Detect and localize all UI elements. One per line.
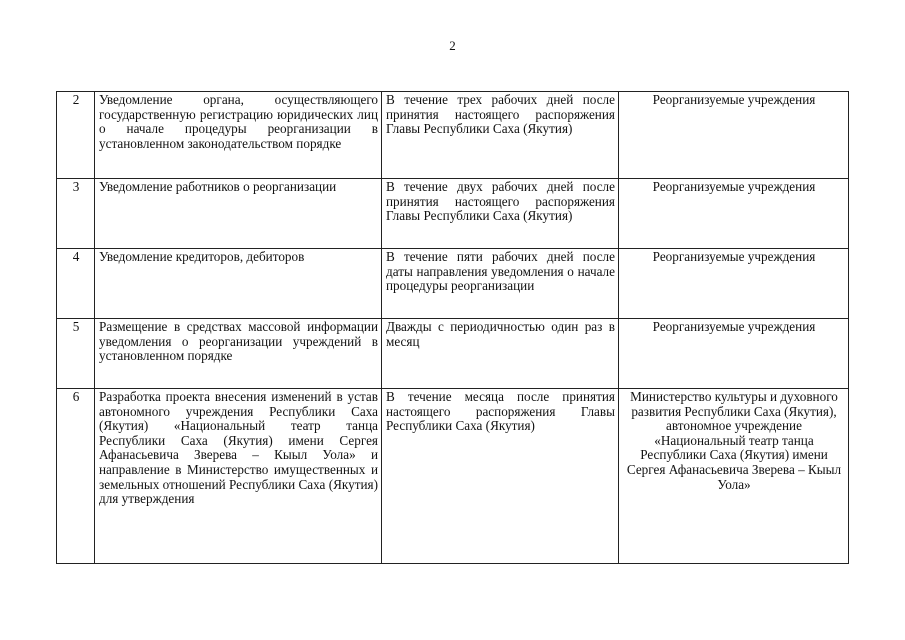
row-number: 6 [57,389,95,564]
table-row [57,389,849,564]
term-cell: Дважды с периодичностью один раз в месяц [382,319,619,389]
term-cell: В течение трех рабочих дней после принятия настоящего распоряжения Главы Республики Саха (Якутия) [382,92,619,179]
table-row [57,179,849,249]
action-cell: Уведомление кредиторов, дебиторов [95,249,382,319]
responsible-cell: Реорганизуемые учреждения [619,92,849,179]
table-row [57,249,849,319]
row-number: 5 [57,319,95,389]
action-cell: Разработка проекта внесения изменений в устав автономного учреждения Республики Саха (Якутия) «Национальный театр танца Республики Саха (Якутия) имени Сергея Афанасьевича Зверева – Кыыл Уола» и направление в Министерство имущественных и земельных отношений Республики Саха (Якутия) для утверждения [95,389,382,564]
action-cell: Размещение в средствах массовой информации уведомления о реорганизации учреждений в установленном порядке [95,319,382,389]
action-cell: Уведомление работников о реорганизации [95,179,382,249]
responsible-cell: Министерство культуры и духовного развития Республики Саха (Якутия), автономное учреждение «Национальный театр танца Республики Саха (Якутия) имени Сергея Афанасьевича Зверева – Кыыл Уола» [619,389,849,564]
row-number: 2 [57,92,95,179]
reorganization-plan-table [56,91,849,564]
responsible-cell: Реорганизуемые учреждения [619,319,849,389]
row-number: 3 [57,179,95,249]
term-cell: В течение пяти рабочих дней после даты направления уведомления о начале процедуры реорганизации [382,249,619,319]
table-row [57,319,849,389]
term-cell: В течение двух рабочих дней после принятия настоящего распоряжения Главы Республики Саха (Якутия) [382,179,619,249]
table-row [57,92,849,179]
responsible-cell: Реорганизуемые учреждения [619,249,849,319]
responsible-cell: Реорганизуемые учреждения [619,179,849,249]
page-number: 2 [449,38,456,53]
term-cell: В течение месяца после принятия настоящего распоряжения Главы Республики Саха (Якутия) [382,389,619,564]
row-number: 4 [57,249,95,319]
action-cell: Уведомление органа, осуществляющего государственную регистрацию юридических лиц о начале процедуры реорганизации в установленном законодательством порядке [95,92,382,179]
